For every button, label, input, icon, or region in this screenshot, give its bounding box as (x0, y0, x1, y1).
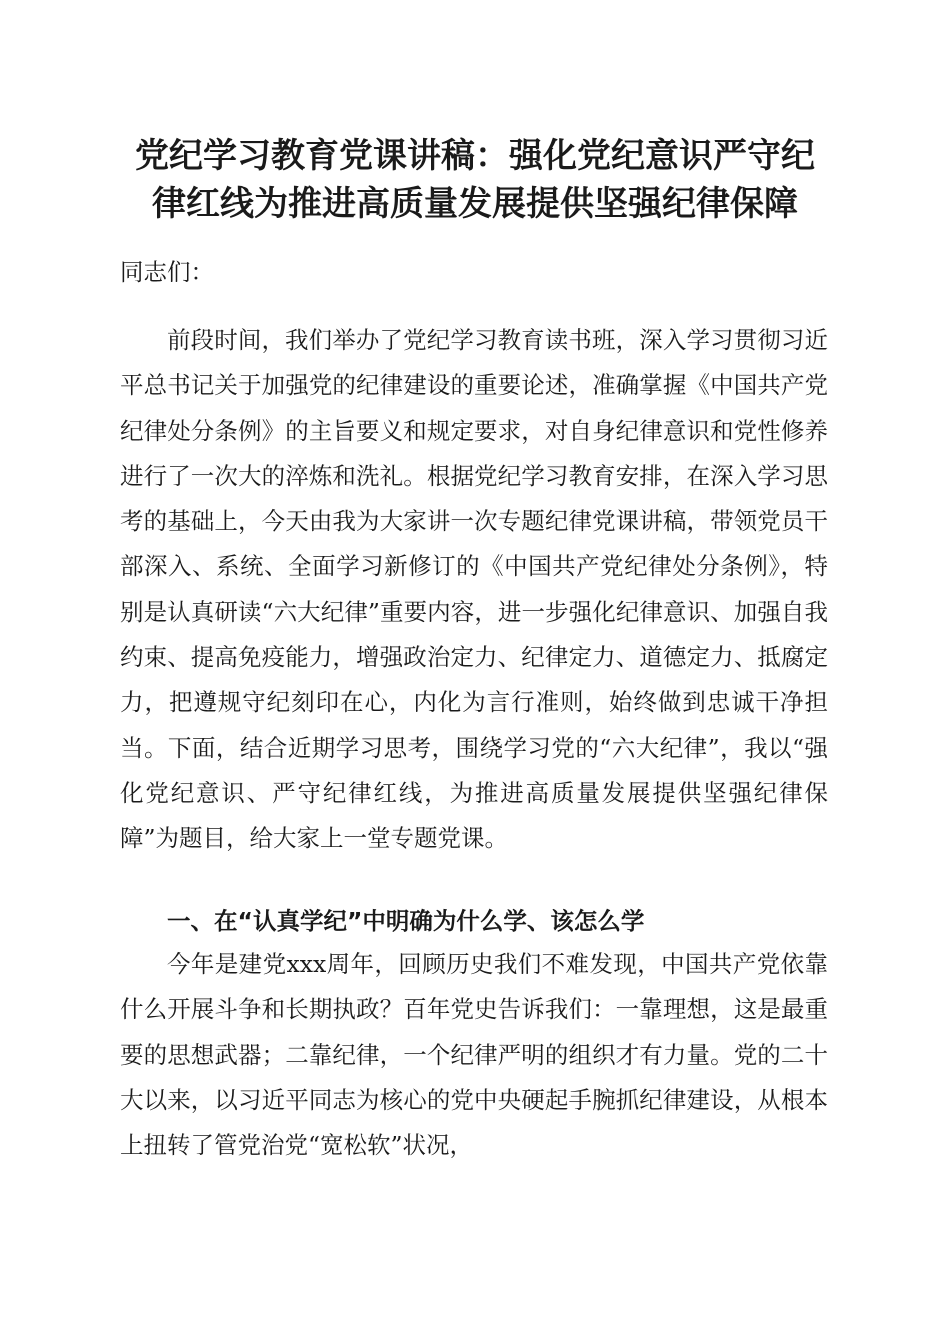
paragraph-intro: 前段时间，我们举办了党纪学习教育读书班，深入学习贯彻习近平总书记关于加强党的纪律建设的重要论述，准确掌握《中国共产党纪律处分条例》的主旨要义和规定要求，对自身纪律意识和党性修养进行了一次大的淬炼和洗礼。根据党纪学习教育安排，在深入学习思考的基础上，今天由我为大家讲一次专题纪律党课讲稿，带领党员干部深入、系统、全面学习新修订的《中国共产党纪律处分条例》，特别是认真研读“六大纪律”重要内容，进一步强化纪律意识、加强自我约束、提高免疫能力，增强政治定力、纪律定力、道德定力、抵腐定力，把遵规守纪刻印在心，内化为言行准则，始终做到忠诚干净担当。下面，结合近期学习思考，围绕学习党的“六大纪律”，我以“强化党纪意识、严守纪律红线，为推进高质量发展提供坚强纪律保障”为题目，给大家上一堂专题党课。 (120, 326, 828, 853)
title-line-1: 党纪学习教育党课讲稿：强化党纪意识严守纪 (135, 136, 815, 176)
section-heading-1: 一、在“认真学纪”中明确为什么学、该怎么学 (167, 907, 645, 935)
document-title (100, 132, 850, 228)
title-line-2: 律红线为推进高质量发展提供坚强纪律保障 (152, 184, 798, 224)
salutation: 同志们： (120, 258, 214, 286)
paragraph-section-1: 今年是建党xxx周年，回顾历史我们不难发现，中国共产党依靠什么开展斗争和长期执政？百年党史告诉我们：一靠理想，这是最重要的思想武器；二靠纪律，一个纪律严明的组织才有力量。党的二十大以来，以习近平同志为核心的党中央硬起手腕抓纪律建设，从根本上扭转了管党治党“宽松软”状况， (120, 950, 828, 1160)
